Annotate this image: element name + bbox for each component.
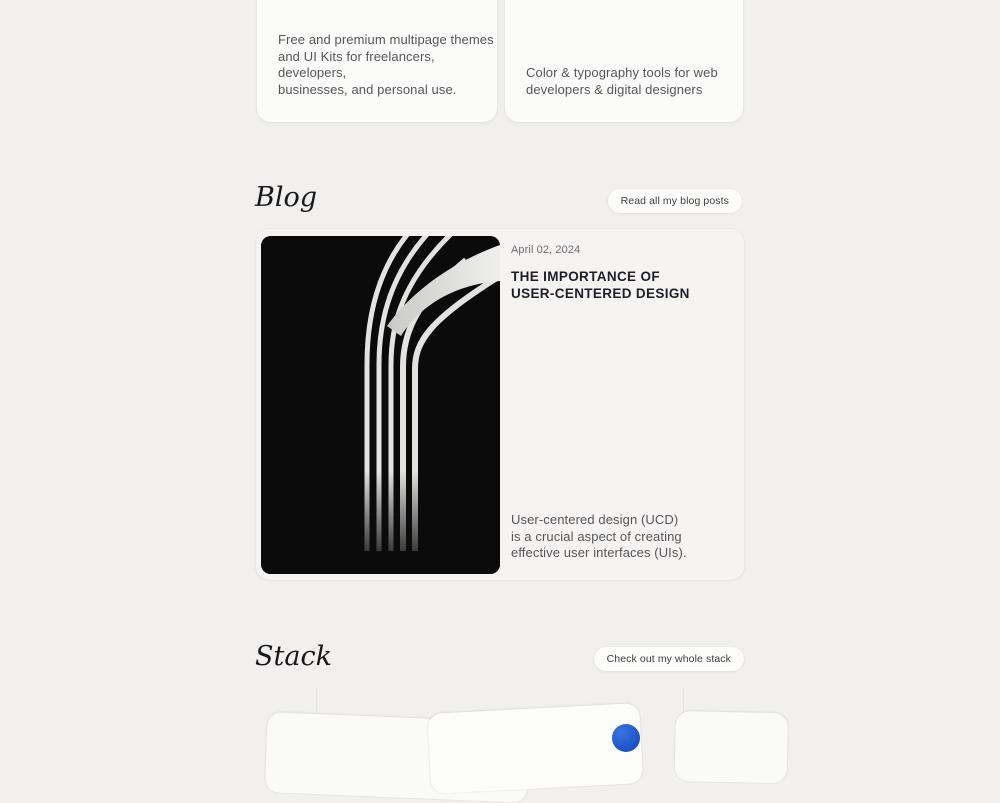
blog-post-image bbox=[261, 236, 500, 574]
blog-post-excerpt-line2: is a crucial aspect of creating bbox=[511, 528, 682, 544]
tool-card-themes-line2: and UI Kits for freelancers, developers, bbox=[278, 48, 435, 80]
blog-post-title bbox=[511, 268, 690, 302]
tool-card-themes-line3: businesses, and personal use. bbox=[278, 81, 457, 97]
tool-card-themes-line1: Free and premium multipage themes bbox=[278, 32, 494, 47]
tool-card-color-line1: Color & typography tools for web bbox=[526, 65, 718, 80]
tool-card-color-line2: developers & digital designers bbox=[526, 81, 703, 97]
blog-post-date: April 02, 2024 bbox=[511, 244, 581, 256]
blog-post-excerpt-line3: effective user interfaces (UIs). bbox=[511, 545, 687, 560]
tool-card-color-typography[interactable] bbox=[505, 0, 743, 122]
read-all-blog-posts-button[interactable]: Read all my blog posts bbox=[608, 189, 742, 213]
blog-post-title-line2: USER-CENTERED DESIGN bbox=[511, 286, 690, 301]
stack-preview-card-middle[interactable] bbox=[427, 703, 643, 794]
stack-preview-card-right[interactable] bbox=[675, 711, 788, 783]
stack-card-edge-right bbox=[683, 687, 684, 713]
tool-card-color-description bbox=[526, 65, 718, 98]
blog-post-excerpt bbox=[511, 512, 687, 562]
blog-section-heading: Blog bbox=[255, 182, 318, 213]
stack-card-edge-left bbox=[316, 687, 317, 713]
stack-section-heading: Stack bbox=[255, 641, 332, 672]
blog-post-title-line1: THE IMPORTANCE OF bbox=[511, 269, 660, 284]
blog-post-card[interactable] bbox=[256, 229, 744, 580]
stack-tool-logo-icon bbox=[612, 724, 640, 752]
tool-card-themes-description bbox=[278, 32, 497, 98]
blog-post-excerpt-line1: User-centered design (UCD) bbox=[511, 512, 679, 527]
tool-card-themes[interactable] bbox=[257, 0, 497, 122]
abstract-ribbons-graphic bbox=[261, 236, 500, 574]
check-whole-stack-button[interactable]: Check out my whole stack bbox=[594, 647, 744, 671]
